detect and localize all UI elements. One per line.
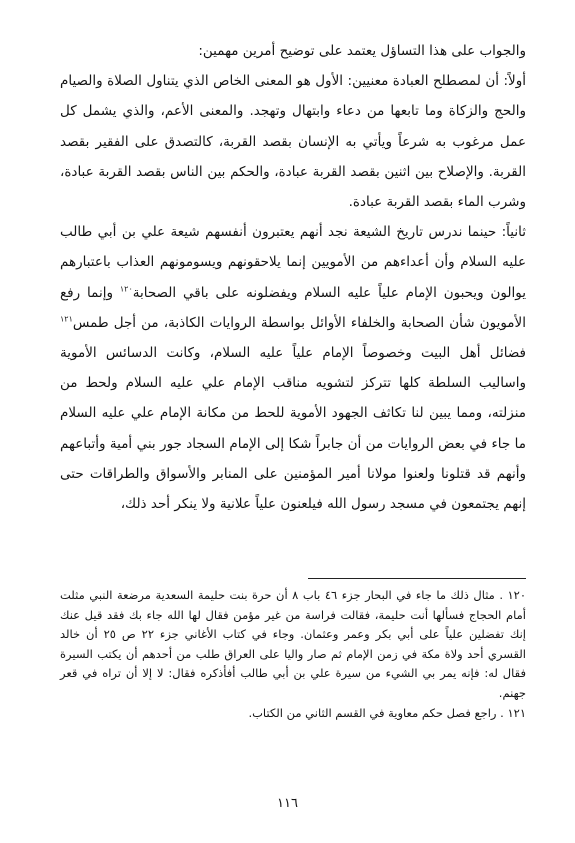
footnote-ref-120[interactable]: ١٢٠: [119, 284, 133, 294]
second-point-text-part1: ثانياً: حينما ندرس تاريخ الشيعة نجد أنهم يعتبرون أنفسهم شيعة علي بن أبي طالب عليه السلام وأن أعداءهم من الأمويين إنما يلاحقونهم ويسومونهم العذاب باعتبارهم يوالون ويحبون الإمام علياً عليه السلام ويفضلونه على باقي الصحابة: [60, 224, 527, 301]
page-number: ١١٦: [277, 796, 298, 811]
second-point-paragraph: [60, 217, 526, 519]
second-point-text-part3: فضائل أهل البيت وخصوصاً الإمام علياً عليه السلام، وكانت الدسائس الأموية واساليب السلطة كلها تتركز لتشويه مناقب الإمام علي عليه السلام ولحط من منزلته، ومما يبين لنا تكاثف الجهود الأموية للحط من مكانة الإمام علي عليه السلام ما جاء في بعض الروايات من أن جابراً شكا إلى الإمام السجاد جور بني أمية وأتباعهم وأنهم قد قتلونا ولعنوا مولانا أمير المؤمنين على المنابر والأسواق والطراقات حتى إنهم يجتمعون في مسجد رسول الله فيلعنون علياً علانية ولا ينكر أحد ذلك،: [60, 345, 526, 513]
main-text: [60, 36, 526, 519]
footnote-120: ١٢٠ . مثال ذلك ما جاء في البحار جزء ٤٦ باب ٨ أن حرة بنت حليمة السعدية مرضعة النبي مثلت أمام الحجاج فسألها أنت حليمة، فقالت فراسة من غير مؤمن فقال لها الله جاء بك فقد قيل عنك إنك تفضلين علياً على أبي بكر وعمر وعثمان. وجاء في كتاب الأغاني جزء ٢٢ ص ٢٥ أن خالد القسري أحد ولاة مكة في زمن الإمام ثم صار واليا على العراق طلب من أحدهم أن يكتب السيرة فقال له: فإنه يمر بي الشيء من سيرة علي بن أبي طالب أفأذكره فقال: لا إلا أن تراه في قعر جهنم.: [60, 588, 527, 700]
intro-paragraph: والجواب على هذا التساؤل يعتمد على توضيح أمرين مهمين:: [198, 43, 526, 59]
footnote-121: ١٢١ . راجع فصل حكم معاوية في القسم الثاني من الكتاب.: [248, 705, 526, 720]
first-point-paragraph: أولاً: أن لمصطلح العبادة معنيين: الأول هو المعنى الخاص الذي يتناول الصلاة والصيام والحج والزكاة وما تابعها من دعاء وابتهال وتهجد. والمعنى الأعم، والذي يشمل كل عمل مرغوب به شرعاً ويأتي به الإنسان بقصد القربة، كالتصدق على الفقير بقصد القربة. والإصلاح بين اثنين بقصد القربة عبادة، والحكم بين الناس بقصد القربة عبادة، وشرب الماء بقصد القربة عبادة.: [60, 73, 526, 211]
footnotes: [60, 586, 526, 723]
second-point-text-part2: وإنما رفع الأمويون شأن الصحابة والخلفاء الأوائل بواسطة الروايات الكاذبة، من أجل طمس: [60, 284, 526, 331]
footnote-ref-121[interactable]: ١٢١: [60, 314, 73, 324]
footnote-separator: [308, 578, 526, 579]
